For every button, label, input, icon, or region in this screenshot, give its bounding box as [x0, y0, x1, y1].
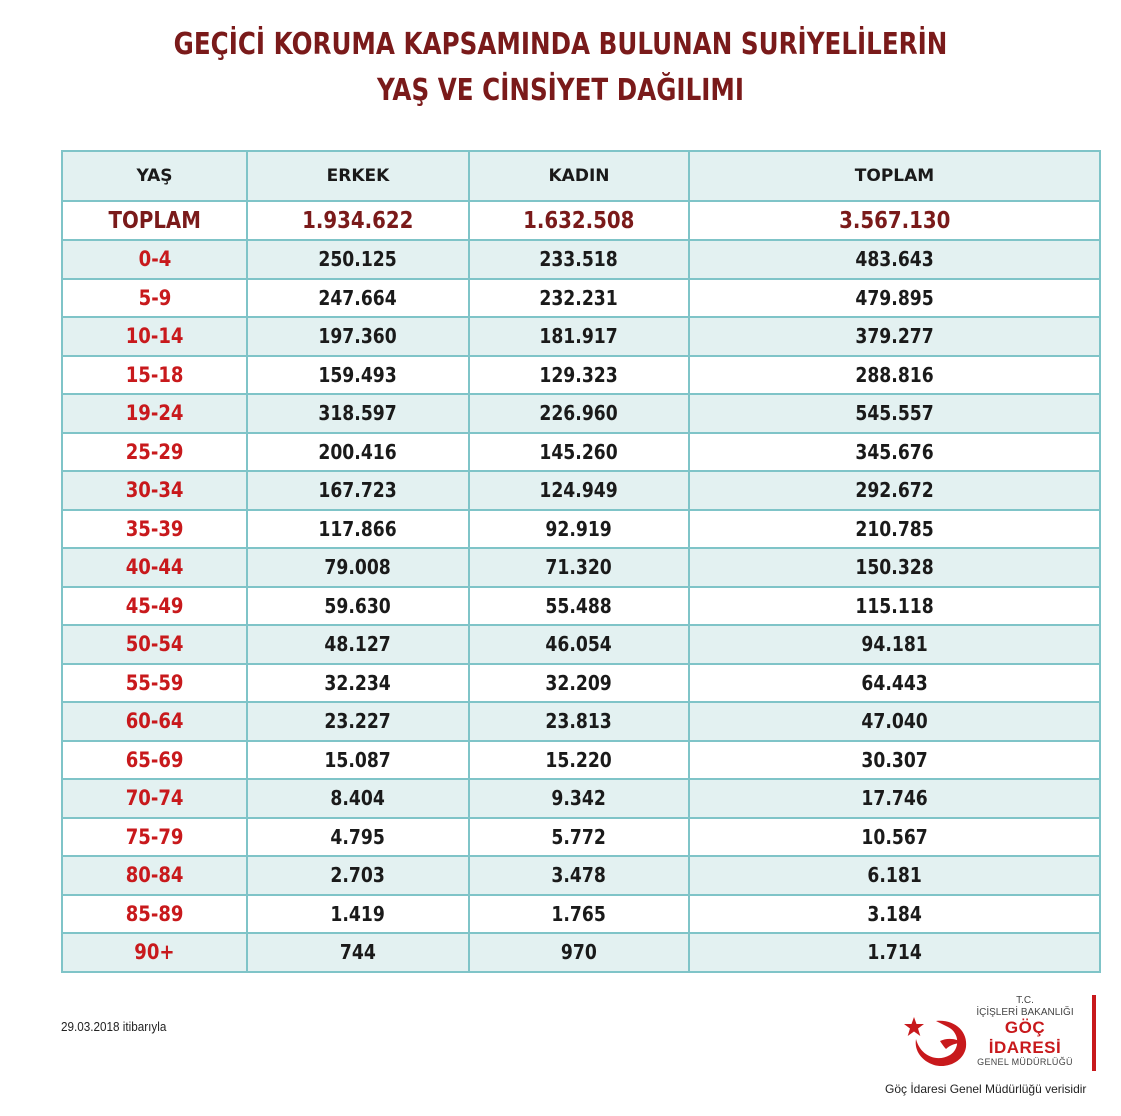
- female-cell: 92.919: [469, 510, 689, 549]
- age-cell: 90+: [62, 933, 247, 972]
- total-cell: 10.567: [689, 818, 1100, 857]
- male-cell: 8.404: [247, 779, 469, 818]
- table-row: [62, 471, 1100, 510]
- age-cell: 55-59: [62, 664, 247, 703]
- male-cell: 79.008: [247, 548, 469, 587]
- logo-divider: [1092, 995, 1096, 1071]
- table-row: [62, 317, 1100, 356]
- male-cell: 197.360: [247, 317, 469, 356]
- female-cell: 124.949: [469, 471, 689, 510]
- female-cell: 129.323: [469, 356, 689, 395]
- male-cell: 4.795: [247, 818, 469, 857]
- male-cell: 159.493: [247, 356, 469, 395]
- total-cell: 479.895: [689, 279, 1100, 318]
- header-age: YAŞ: [62, 151, 247, 201]
- logo-directorate: GENEL MÜDÜRLÜĞÜ: [977, 1057, 1073, 1068]
- table-row: [62, 933, 1100, 972]
- female-cell: 32.209: [469, 664, 689, 703]
- total-male: 1.934.622: [247, 201, 469, 240]
- page-title: [101, 22, 1020, 114]
- age-cell: 25-29: [62, 433, 247, 472]
- female-cell: 23.813: [469, 702, 689, 741]
- total-female: 1.632.508: [469, 201, 689, 240]
- total-cell: 17.746: [689, 779, 1100, 818]
- table-row: [62, 895, 1100, 934]
- age-cell: 10-14: [62, 317, 247, 356]
- logo-text: [971, 995, 1079, 1067]
- age-cell: 45-49: [62, 587, 247, 626]
- age-cell: 5-9: [62, 279, 247, 318]
- table-row: [62, 741, 1100, 780]
- age-gender-table: [61, 150, 1101, 973]
- female-cell: 3.478: [469, 856, 689, 895]
- logo-agency: GÖÇ İDARESİ: [988, 1018, 1062, 1057]
- total-cell: 115.118: [689, 587, 1100, 626]
- male-cell: 250.125: [247, 240, 469, 279]
- total-row: [62, 201, 1100, 240]
- table-row: [62, 548, 1100, 587]
- total-cell: 64.443: [689, 664, 1100, 703]
- table-row: [62, 240, 1100, 279]
- female-cell: 145.260: [469, 433, 689, 472]
- table-row: [62, 625, 1100, 664]
- table-row: [62, 779, 1100, 818]
- total-cell: 47.040: [689, 702, 1100, 741]
- female-cell: 5.772: [469, 818, 689, 857]
- total-cell: 30.307: [689, 741, 1100, 780]
- header-female: KADIN: [469, 151, 689, 201]
- age-cell: 0-4: [62, 240, 247, 279]
- total-cell: 545.557: [689, 394, 1100, 433]
- source-note: Göç İdaresi Genel Müdürlüğü verisidir: [885, 1082, 1087, 1096]
- female-cell: 1.765: [469, 895, 689, 934]
- age-cell: 85-89: [62, 895, 247, 934]
- age-cell: 75-79: [62, 818, 247, 857]
- age-cell: 15-18: [62, 356, 247, 395]
- female-cell: 71.320: [469, 548, 689, 587]
- female-cell: 181.917: [469, 317, 689, 356]
- total-cell: 483.643: [689, 240, 1100, 279]
- male-cell: 15.087: [247, 741, 469, 780]
- crescent-star-bird-icon: [896, 1003, 976, 1073]
- male-cell: 32.234: [247, 664, 469, 703]
- total-cell: 6.181: [689, 856, 1100, 895]
- total-cell: 3.184: [689, 895, 1100, 934]
- total-cell: 210.785: [689, 510, 1100, 549]
- table-row: [62, 702, 1100, 741]
- age-cell: 60-64: [62, 702, 247, 741]
- table-row: [62, 394, 1100, 433]
- total-cell: 292.672: [689, 471, 1100, 510]
- male-cell: 167.723: [247, 471, 469, 510]
- age-cell: 50-54: [62, 625, 247, 664]
- male-cell: 200.416: [247, 433, 469, 472]
- total-cell: 379.277: [689, 317, 1100, 356]
- date-note: 29.03.2018 itibarıyla: [61, 1019, 167, 1034]
- title-line-1: GEÇİCİ KORUMA KAPSAMINDA BULUNAN SURİYELİLERİN: [173, 27, 948, 62]
- table-row: [62, 587, 1100, 626]
- female-cell: 232.231: [469, 279, 689, 318]
- table-header-row: [62, 151, 1100, 201]
- table-row: [62, 664, 1100, 703]
- age-cell: 70-74: [62, 779, 247, 818]
- male-cell: 48.127: [247, 625, 469, 664]
- total-label: TOPLAM: [62, 201, 247, 240]
- age-cell: 30-34: [62, 471, 247, 510]
- male-cell: 2.703: [247, 856, 469, 895]
- age-cell: 80-84: [62, 856, 247, 895]
- total-cell: 288.816: [689, 356, 1100, 395]
- agency-logo: [896, 995, 1106, 1075]
- table-row: [62, 356, 1100, 395]
- table-row: [62, 279, 1100, 318]
- table-row: [62, 856, 1100, 895]
- age-cell: 40-44: [62, 548, 247, 587]
- male-cell: 23.227: [247, 702, 469, 741]
- logo-tc: T.C.: [1016, 995, 1034, 1006]
- female-cell: 9.342: [469, 779, 689, 818]
- total-cell: 345.676: [689, 433, 1100, 472]
- female-cell: 46.054: [469, 625, 689, 664]
- table-row: [62, 818, 1100, 857]
- male-cell: 744: [247, 933, 469, 972]
- female-cell: 970: [469, 933, 689, 972]
- age-cell: 19-24: [62, 394, 247, 433]
- total-cell: 1.714: [689, 933, 1100, 972]
- male-cell: 59.630: [247, 587, 469, 626]
- total-all: 3.567.130: [689, 201, 1100, 240]
- age-cell: 35-39: [62, 510, 247, 549]
- male-cell: 1.419: [247, 895, 469, 934]
- male-cell: 247.664: [247, 279, 469, 318]
- male-cell: 318.597: [247, 394, 469, 433]
- female-cell: 15.220: [469, 741, 689, 780]
- female-cell: 233.518: [469, 240, 689, 279]
- age-cell: 65-69: [62, 741, 247, 780]
- table-row: [62, 510, 1100, 549]
- header-male: ERKEK: [247, 151, 469, 201]
- female-cell: 226.960: [469, 394, 689, 433]
- title-line-2: YAŞ VE CİNSİYET DAĞILIMI: [376, 73, 745, 108]
- total-cell: 150.328: [689, 548, 1100, 587]
- header-total: TOPLAM: [689, 151, 1100, 201]
- logo-ministry: İÇİŞLERİ BAKANLIĞI: [976, 1006, 1074, 1018]
- male-cell: 117.866: [247, 510, 469, 549]
- total-cell: 94.181: [689, 625, 1100, 664]
- female-cell: 55.488: [469, 587, 689, 626]
- table-row: [62, 433, 1100, 472]
